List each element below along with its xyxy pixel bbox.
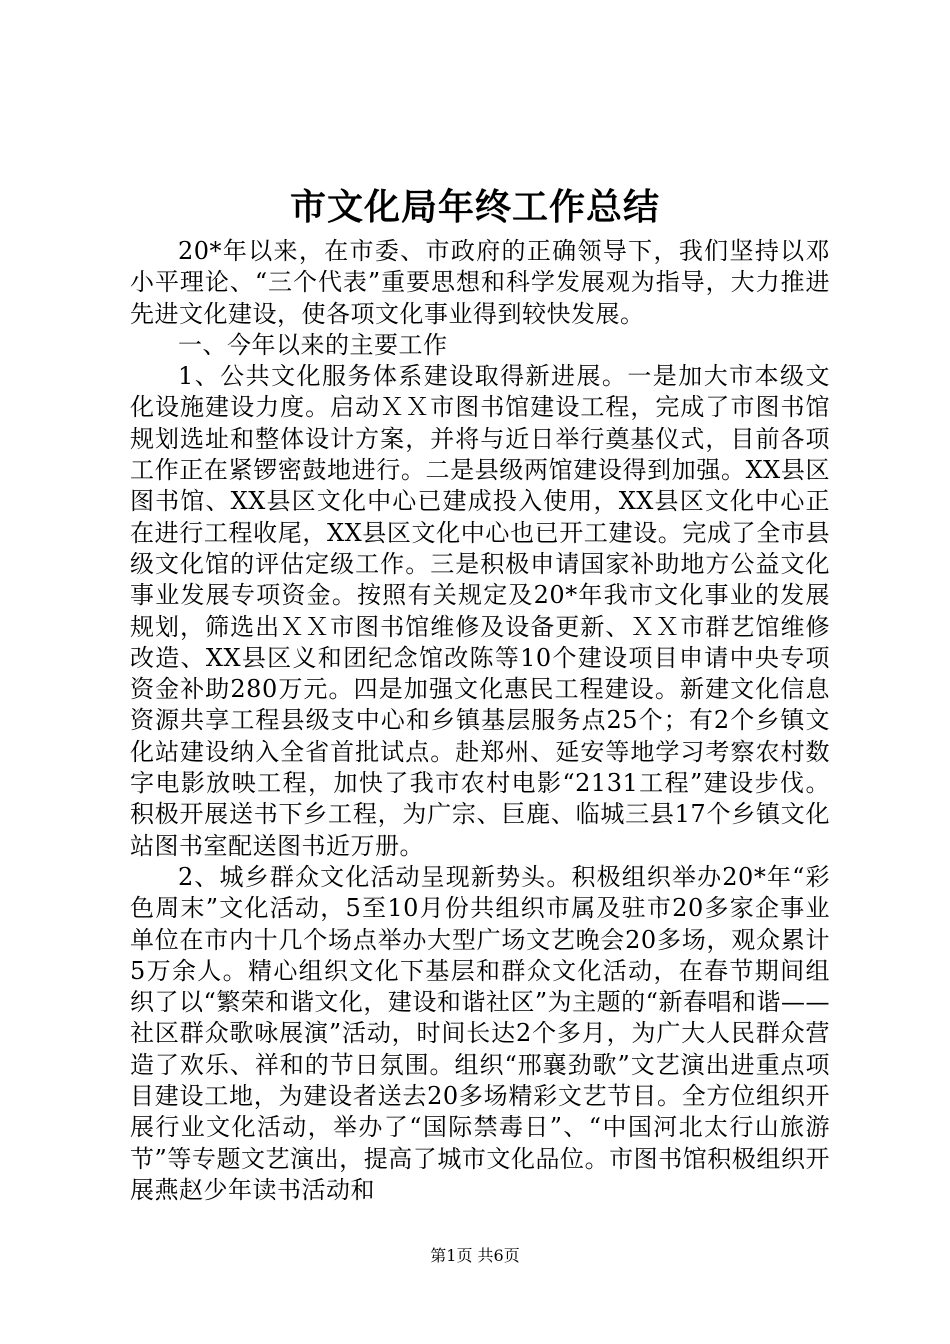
paragraph-mass-culture: 2、城乡群众文化活动呈现新势头。积极组织举办20*年“彩色周末”文化活动，5至10月份共组织市属及驻市20多家企事业单位在市内十几个场点举办大型广场文艺晚会20多场，观众累计5万余人。精心组织文化下基层和群众文化活动，在春节期间组织了以“繁荣和谐文化，建设和谐社区”为主题的“新春唱和谐——社区群众歌咏展演”活动，时间长达2个多月，为广大人民群众营造了欢乐、祥和的节日氛围。组织“邢襄劲歌”文艺演出进重点项目建设工地，为建设者送去20多场精彩文艺节目。全方位组织开展行业文化活动，举办了“国际禁毒日”、“中国河北太行山旅游节”等专题文艺演出，提高了城市文化品位。市图书馆积极组织开展燕赵少年读书活动和 [130, 862, 830, 1204]
paragraph-public-culture: 1、公共文化服务体系建设取得新进展。一是加大市本级文化设施建设力度。启动ＸＸ市图书馆建设工程，完成了市图书馆规划选址和整体设计方案，并将与近日举行奠基仪式，目前各项工作正在紧锣密鼓地进行。二是县级两馆建设得到加强。XX县区图书馆、XX县区文化中心已建成投入使用，XX县区文化中心正在进行工程收尾，XX县区文化中心也已开工建设。完成了全市县级文化馆的评估定级工作。三是积极申请国家补助地方公益文化事业发展专项资金。按照有关规定及20*年我市文化事业的发展规划，筛选出ＸＸ市图书馆维修及设备更新、ＸＸ市群艺馆维修改造、XX县区义和团纪念馆改陈等10个建设项目申请中央专项资金补助280万元。四是加强文化惠民工程建设。新建文化信息资源共享工程县级支中心和乡镇基层服务点25个；有2个乡镇文化站建设纳入全省首批试点。赴郑州、延安等地学习考察农村数字电影放映工程，加快了我市农村电影“2131工程”建设步伐。积极开展送书下乡工程，为广宗、巨鹿、临城三县17个乡镇文化站图书室配送图书近万册。 [130, 362, 830, 860]
section-heading: 一、今年以来的主要工作 [178, 330, 448, 359]
page-number-footer: 第1页 共6页 [430, 1246, 520, 1265]
document-body [130, 236, 830, 1206]
intro-paragraph: 20*年以来，在市委、市政府的正确领导下，我们坚持以邓小平理论、“三个代表”重要思想和科学发展观为指导，大力推进先进文化建设，使各项文化事业得到较快发展。 [130, 237, 830, 328]
document-title: 市文化局年终工作总结 [289, 186, 660, 228]
